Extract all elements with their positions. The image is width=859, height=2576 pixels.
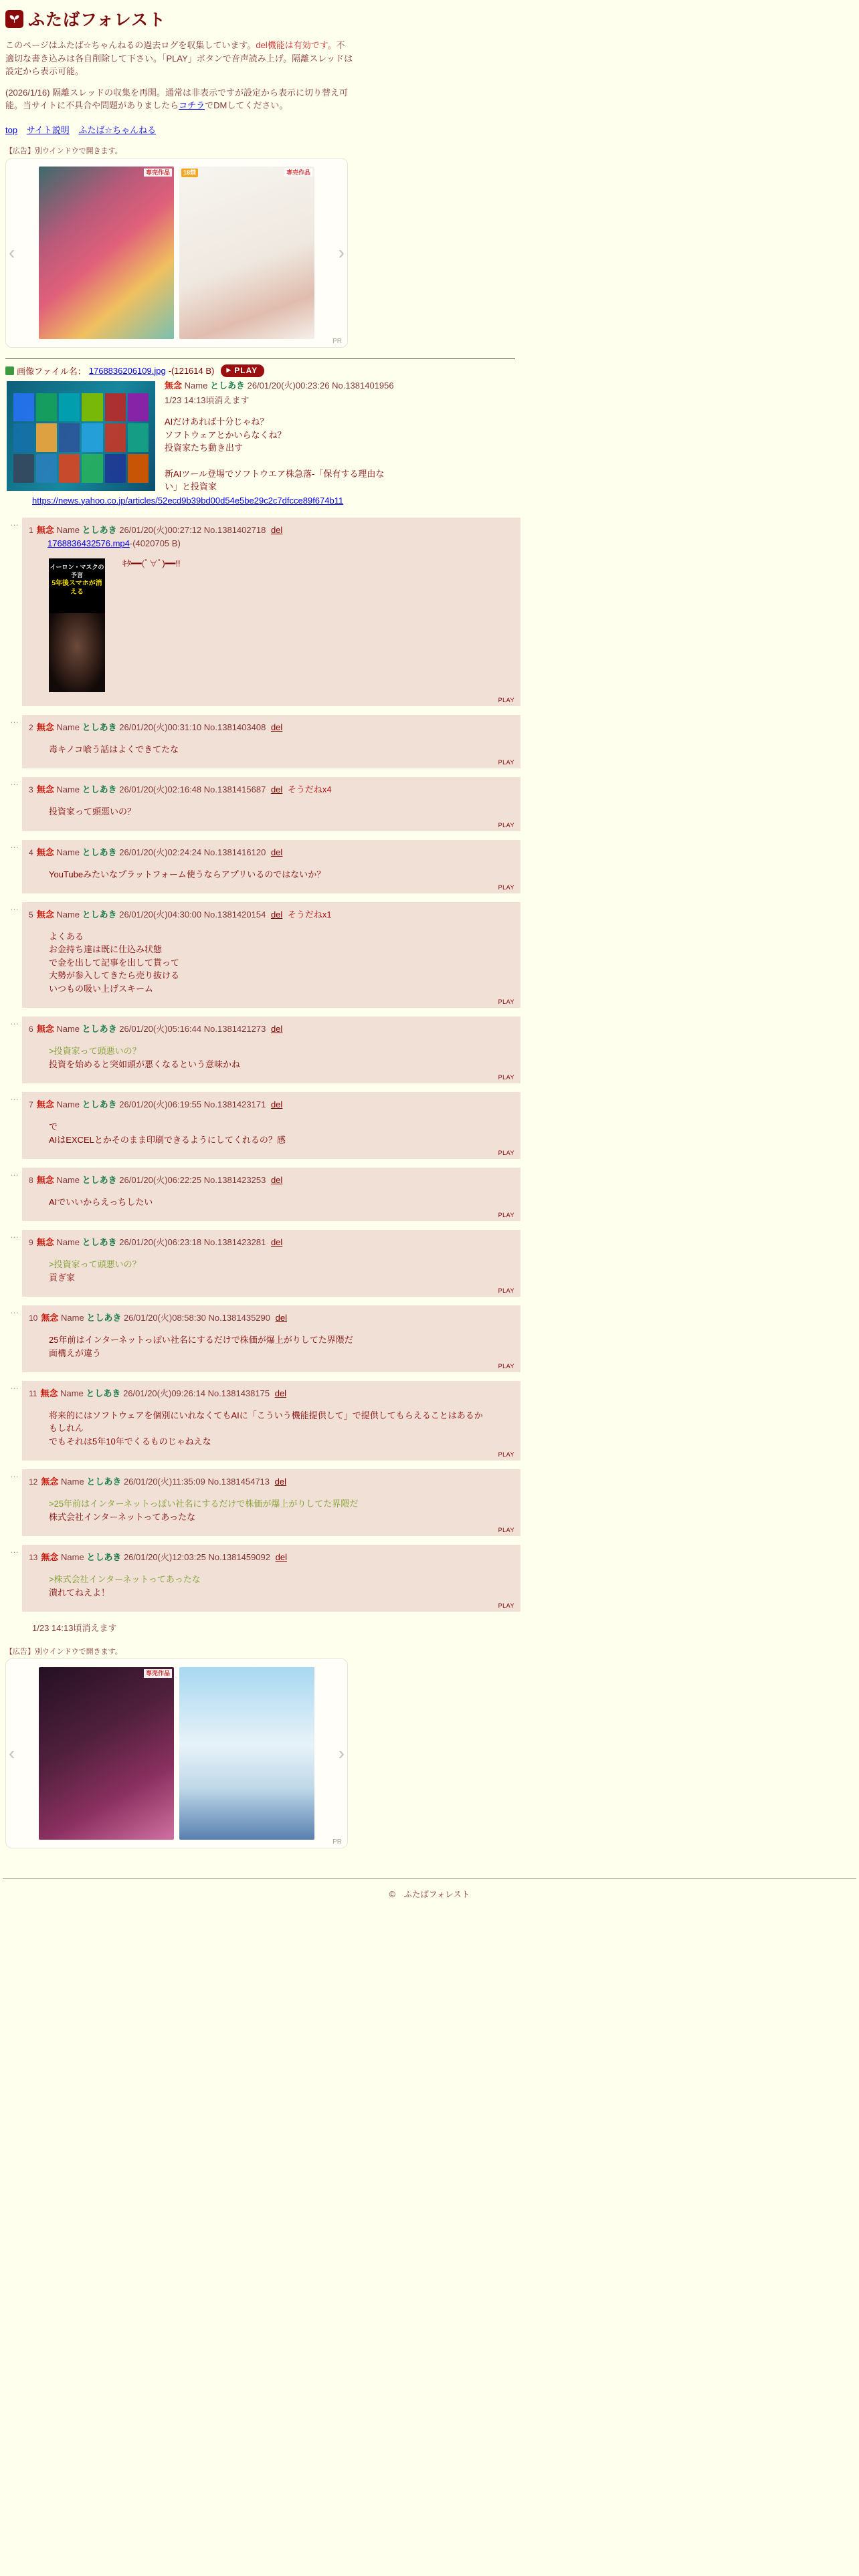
- post-datetime: 26/01/20(火)06:19:55: [119, 1099, 202, 1110]
- post-datetime: 26/01/20(火)05:16:44: [119, 1024, 202, 1035]
- r18-badge: 18禁: [181, 169, 198, 178]
- intro-paragraph-1: [5, 39, 353, 78]
- reply-header: [29, 722, 512, 734]
- post-tag: 無念: [41, 1552, 59, 1563]
- reply-row: [10, 1381, 520, 1461]
- footer-copyright: © ふたばフォレスト: [389, 1890, 470, 1900]
- del-link[interactable]: del: [270, 909, 283, 920]
- post-datetime: 26/01/20(火)02:16:48: [119, 784, 202, 795]
- name-label: Name: [56, 784, 80, 795]
- reply-index: 10: [29, 1313, 38, 1323]
- reply-index: 9: [29, 1238, 33, 1248]
- post-datetime: 26/01/20(火)00:31:10: [119, 722, 202, 733]
- ad-image[interactable]: [179, 1667, 314, 1840]
- play-small-button[interactable]: PLAY: [498, 1602, 514, 1610]
- post-tag: 無念: [41, 1477, 59, 1487]
- divider: [3, 1878, 856, 1879]
- name-label: Name: [56, 1237, 80, 1248]
- reply-header: [29, 1388, 512, 1400]
- poster-name: としあき: [82, 784, 117, 795]
- body-line: で: [49, 1121, 58, 1132]
- poster-name: としあき: [82, 1175, 117, 1186]
- post-number: No.1381403408: [203, 722, 266, 733]
- intro-text: 不適切な書き込みは各自削除して下さい。「PLAY」ボタンで音声読み上げ。隔離スレッドは設定から表示可能。: [5, 40, 353, 76]
- poster-name: としあき: [82, 1237, 117, 1248]
- reply-row: [10, 1305, 520, 1372]
- reply-index: 3: [29, 785, 33, 795]
- post-number: No.1381415687: [203, 784, 266, 795]
- post-tag: 無念: [36, 1237, 54, 1248]
- body-line: YouTubeみたいなプラットフォーム使うならアプリいるのではないか？: [49, 869, 326, 879]
- body-line: AIはEXCELとかそのまま印刷できるようにしてくれるの？感: [49, 1134, 286, 1145]
- name-label: Name: [184, 380, 208, 391]
- reply-file-link[interactable]: 1768836432576.mp4: [47, 538, 130, 549]
- intro-text: でDMしてください。: [205, 100, 288, 110]
- play-small-button[interactable]: PLAY: [498, 1363, 514, 1370]
- file-link[interactable]: 1768836206109.jpg: [88, 365, 166, 376]
- ad-heading-bottom: 【広告】別ウインドウで開きます。: [5, 1648, 122, 1656]
- poster-name: としあき: [82, 1024, 117, 1035]
- reply-header: [29, 1023, 512, 1036]
- ad-carousel-bottom: [5, 1658, 348, 1848]
- reply-row: [10, 1016, 520, 1083]
- body-line: ｷﾀ━━(ﾟ∀ﾟ)━━!!: [122, 558, 181, 569]
- quote-line: >25年前はインターネットっぽい社名にするだけで株価が爆上がりしてた界隈だ: [49, 1499, 359, 1509]
- post-menu-dots-icon[interactable]: …: [10, 839, 19, 850]
- reply-body: [49, 1045, 490, 1071]
- post-tag: 無念: [36, 1099, 54, 1110]
- file-size: -(121614 B): [168, 365, 215, 376]
- post-menu-dots-icon[interactable]: …: [10, 777, 19, 788]
- top-nav: [5, 123, 854, 136]
- post-menu-dots-icon[interactable]: …: [10, 1168, 19, 1178]
- post-number: No.1381421273: [203, 1024, 266, 1035]
- name-label: Name: [56, 1099, 80, 1110]
- post-datetime: 26/01/20(火)04:30:00: [119, 909, 202, 920]
- nav-site-description-link[interactable]: サイト説明: [26, 124, 70, 135]
- name-label: Name: [60, 1388, 84, 1399]
- post-number: No.1381416120: [203, 847, 266, 857]
- del-link[interactable]: del: [270, 847, 283, 857]
- reply-index: 2: [29, 723, 33, 733]
- post-tag: 無念: [36, 525, 54, 536]
- play-small-button[interactable]: PLAY: [498, 998, 514, 1006]
- ad-image[interactable]: [179, 167, 314, 339]
- reply-index: 5: [29, 910, 33, 920]
- carousel-next-arrow-icon[interactable]: ›: [338, 241, 345, 263]
- reply-body: [49, 1333, 490, 1360]
- reply-file-size: -(4020705 B): [129, 538, 181, 549]
- exclusive-badge: 専売作品: [144, 169, 172, 177]
- post-tag: 無念: [36, 784, 54, 795]
- op-article-link[interactable]: https://news.yahoo.co.jp/articles/52ecd9b39bd00d54e5be29c2c7dfcce89f674b11: [32, 495, 344, 506]
- poster-name: としあき: [82, 847, 117, 857]
- del-link[interactable]: del: [270, 1175, 283, 1186]
- reply-row: [10, 839, 520, 893]
- name-label: Name: [61, 1313, 84, 1323]
- reply-header: [29, 1174, 512, 1187]
- poster-name: としあき: [82, 525, 117, 536]
- nav-futaba-channel-link[interactable]: ふたば☆ちゃんねる: [78, 124, 157, 135]
- reply-header: [29, 784, 512, 796]
- reply-row: [10, 518, 520, 706]
- reply-row: [10, 1469, 520, 1536]
- post-tag: 無念: [36, 909, 54, 920]
- reply-post: [22, 1305, 520, 1372]
- reply-post: [22, 840, 520, 893]
- play-small-button[interactable]: PLAY: [498, 821, 514, 829]
- reply-row: [10, 902, 520, 1008]
- body-line: 大勢が参入してきたら売り抜ける: [49, 970, 180, 981]
- intro-text: (2026/1/16) 隔離スレッドの収集を再開。通常は非表示ですが設定から表示に切り替え可能。当サイトに不具合や問題がありましたら: [5, 87, 348, 110]
- post-number: No.1381435290: [208, 1313, 270, 1323]
- reply-row: [10, 715, 520, 768]
- poster-name: としあき: [86, 1477, 122, 1487]
- thread-expire-note: 1/23 14:13頃消えます: [32, 1623, 117, 1634]
- reply-index: 13: [29, 1553, 38, 1563]
- reply-header: [29, 1312, 512, 1325]
- reply-body: [49, 1573, 490, 1599]
- reply-index: 4: [29, 847, 33, 857]
- body-line: ソフトウェアとかいらなくね？: [165, 429, 286, 440]
- post-datetime: 26/01/20(火)08:58:30: [123, 1313, 206, 1323]
- post-tag: 無念: [36, 1024, 54, 1035]
- body-line: AIでいいからえっちしたい: [49, 1196, 153, 1207]
- name-label: Name: [56, 909, 80, 920]
- del-link[interactable]: del: [270, 525, 283, 536]
- post-datetime: 26/01/20(火)09:26:14: [123, 1388, 205, 1399]
- reply-body: [49, 1409, 490, 1448]
- del-link[interactable]: del: [270, 1237, 283, 1248]
- futaba-leaf-icon: [5, 10, 23, 28]
- post-tag: 無念: [36, 722, 54, 733]
- name-label: Name: [56, 847, 80, 857]
- del-link[interactable]: del: [274, 1388, 287, 1399]
- quote-line: >投資家って頭悪いの？: [49, 1259, 141, 1270]
- reply-body: [49, 1258, 490, 1284]
- nav-top-link[interactable]: top: [5, 124, 18, 135]
- thumbnail-caption: 5年後スマホが消える: [52, 580, 102, 597]
- pr-label: PR: [332, 337, 342, 345]
- reply-post: [22, 1092, 520, 1159]
- op-post: [5, 380, 854, 508]
- poster-name: としあき: [86, 1313, 122, 1323]
- reply-row: [10, 1168, 520, 1221]
- poster-name: としあき: [86, 1552, 122, 1563]
- reply-header: [29, 847, 512, 859]
- reply-post: [22, 902, 520, 1008]
- body-line: AIだけあれば十分じゃね？: [165, 417, 269, 427]
- reply-body: [49, 1196, 490, 1209]
- post-tag: 無念: [40, 1388, 58, 1399]
- del-link[interactable]: del: [270, 722, 283, 733]
- reply-index: 8: [29, 1176, 33, 1186]
- post-menu-dots-icon[interactable]: …: [10, 1016, 19, 1027]
- body-line: 株式会社インターネットってあったな: [49, 1511, 196, 1522]
- reply-body: [49, 930, 490, 996]
- post-datetime: 26/01/20(火)06:23:18: [119, 1237, 202, 1248]
- poster-name: としあき: [86, 1388, 121, 1399]
- reply-body: [49, 868, 490, 881]
- poster-name: としあき: [209, 380, 245, 391]
- post-number: No.1381438175: [207, 1388, 270, 1399]
- thumbnail-caption: イーロン・マスクの予言: [50, 564, 104, 578]
- body-line: いつもの吸い上げスキーム: [49, 983, 154, 994]
- play-small-button[interactable]: PLAY: [498, 697, 514, 704]
- reply-index: 1: [29, 526, 33, 536]
- post-datetime: 26/01/20(火)02:24:24: [119, 847, 202, 857]
- name-label: Name: [56, 1024, 80, 1035]
- post-number: No.1381423171: [203, 1099, 266, 1110]
- site-header: [5, 7, 854, 31]
- ad-image[interactable]: [39, 1667, 174, 1840]
- reply-header: [29, 1237, 512, 1249]
- expire-note: 1/23 14:13頃消えます: [165, 395, 250, 406]
- body-line: 投資家たち動き出す: [165, 443, 244, 453]
- reply-row: [10, 1230, 520, 1297]
- divider: [5, 358, 515, 359]
- play-small-button[interactable]: PLAY: [498, 1527, 514, 1534]
- post-menu-dots-icon[interactable]: …: [10, 1381, 19, 1392]
- post-datetime: 26/01/20(火)11:35:09: [123, 1477, 205, 1487]
- del-link[interactable]: del: [275, 1313, 287, 1323]
- play-small-button[interactable]: PLAY: [498, 1074, 514, 1081]
- op-thumbnail-image[interactable]: [7, 381, 155, 491]
- body-line: 潰れてねえよ！: [49, 1587, 110, 1598]
- poster-name: としあき: [82, 722, 117, 733]
- reply-header: [29, 1099, 512, 1111]
- reply-post: [22, 715, 520, 768]
- body-line: 投資家って頭悪いの？: [49, 807, 136, 817]
- exclusive-badge: 専売作品: [284, 169, 312, 177]
- contact-dm-link[interactable]: コチラ: [179, 100, 205, 110]
- post-number: No.1381454713: [207, 1477, 270, 1487]
- body-line: 面構えが違う: [49, 1348, 102, 1358]
- post-datetime: 26/01/20(火)06:22:25: [119, 1175, 202, 1186]
- body-line: でもそれは5年10年でくるものじゃねえな: [49, 1436, 211, 1446]
- ad-carousel-top: [5, 158, 348, 348]
- play-small-button[interactable]: PLAY: [498, 1287, 514, 1295]
- post-number: No.1381423253: [203, 1175, 266, 1186]
- reply-post: [22, 777, 520, 831]
- reply-index: 12: [29, 1477, 38, 1487]
- name-label: Name: [56, 1175, 80, 1186]
- reply-post: [22, 1381, 520, 1461]
- play-small-button[interactable]: PLAY: [498, 1150, 514, 1157]
- reply-body: [49, 743, 490, 756]
- post-number: No.1381459092: [208, 1552, 270, 1563]
- play-button[interactable]: [221, 364, 264, 377]
- reply-post: [22, 518, 520, 706]
- del-link[interactable]: del: [270, 1024, 283, 1035]
- reply-header: [29, 524, 512, 537]
- poster-name: としあき: [82, 1099, 117, 1110]
- reply-list: [10, 518, 520, 1612]
- post-number: No.1381423281: [203, 1237, 266, 1248]
- reply-row: [10, 1092, 520, 1159]
- post-menu-dots-icon[interactable]: …: [10, 1230, 19, 1241]
- del-link[interactable]: del: [274, 1477, 286, 1487]
- reply-index: 7: [29, 1100, 33, 1110]
- body-line: よくある: [49, 931, 84, 942]
- play-small-button[interactable]: PLAY: [498, 1212, 514, 1219]
- pr-label: PR: [332, 1838, 342, 1846]
- post-menu-dots-icon[interactable]: …: [10, 1092, 19, 1103]
- post-datetime: 26/01/20(火)00:27:12: [119, 525, 202, 536]
- post-tag: 無念: [36, 847, 54, 857]
- post-tag: 無念: [165, 380, 183, 391]
- post-tag: 無念: [36, 1175, 54, 1186]
- post-tag: 無念: [41, 1313, 59, 1323]
- del-enabled-note: del機能は有効です。: [256, 40, 337, 50]
- reply-header: [29, 909, 512, 922]
- reply-file-line: [47, 538, 512, 548]
- reply-header: [29, 1551, 512, 1564]
- reply-body: [49, 1120, 490, 1146]
- poster-name: としあき: [82, 909, 117, 920]
- reply-index: 11: [29, 1389, 37, 1399]
- post-menu-dots-icon[interactable]: …: [10, 518, 19, 528]
- body-line: で金を出して記事を出して貰って: [49, 957, 180, 968]
- file-label: 画像ファイル名：: [17, 366, 86, 377]
- del-link[interactable]: del: [270, 784, 283, 795]
- play-small-button[interactable]: PLAY: [498, 1451, 514, 1459]
- play-button-label: PLAY: [234, 365, 258, 375]
- quote-line: >投資家って頭悪いの？: [49, 1046, 141, 1057]
- reply-header: [29, 1476, 512, 1489]
- quote-line: >株式会社インターネットってあったな: [49, 1574, 201, 1585]
- thread-file-line: [5, 364, 854, 377]
- thumbnail-image-area: [49, 613, 105, 692]
- del-link[interactable]: del: [270, 1099, 283, 1110]
- reply-body: [49, 1497, 490, 1523]
- post-menu-dots-icon[interactable]: …: [10, 715, 19, 726]
- exclusive-badge: 専売作品: [144, 1669, 172, 1678]
- reply-row: [10, 777, 520, 831]
- soudane-count: そうだねx4: [287, 784, 332, 795]
- intro-paragraph-2: [5, 86, 353, 112]
- reply-post: [22, 1168, 520, 1221]
- post-menu-dots-icon[interactable]: …: [10, 1545, 19, 1555]
- name-label: Name: [56, 525, 80, 536]
- site-title: ふたばフォレスト: [28, 11, 167, 29]
- name-label: Name: [56, 722, 80, 733]
- name-label: Name: [61, 1552, 84, 1563]
- ad-heading-top: 【広告】別ウインドウで開きます。: [5, 146, 122, 155]
- name-label: Name: [61, 1477, 84, 1487]
- play-small-button[interactable]: PLAY: [498, 884, 514, 891]
- reply-post: [22, 1545, 520, 1612]
- reply-post: [22, 1230, 520, 1297]
- body-line: 将来的にはソフトウェアを個別にいれなくてもAIに「こういう機能提供して」で提供してもらえることはあるかもしれん: [49, 1410, 483, 1434]
- body-line: お金持ち達は既に仕込み状態: [49, 944, 163, 955]
- del-link[interactable]: del: [275, 1552, 287, 1563]
- reply-body: [49, 805, 490, 819]
- body-line: 貢ぎ家: [49, 1272, 76, 1283]
- intro-text: このページはふたば☆ちゃんねるの過去ログを収集しています。: [5, 40, 256, 50]
- post-number: No.1381402718: [203, 525, 266, 536]
- reply-index: 6: [29, 1025, 33, 1035]
- reply-post: [22, 1469, 520, 1536]
- post-number: No.1381420154: [203, 909, 266, 920]
- reply-body: [49, 557, 490, 597]
- body-line: 25年前はインターネットっぽい社名にするだけで株価が爆上がりしてた界隈だ: [49, 1335, 353, 1346]
- soudane-count: そうだねx1: [287, 909, 332, 920]
- post-datetime: 26/01/20(火)12:03:25: [123, 1552, 206, 1563]
- play-icon: ▶: [226, 366, 232, 373]
- post-number: No.1381401956: [332, 380, 394, 391]
- carousel-prev-arrow-icon[interactable]: ‹: [9, 1743, 15, 1764]
- body-line: 新AIツール登場でソフトウエア株急落-「保有する理由ない」と投資家: [165, 468, 385, 492]
- post-menu-dots-icon[interactable]: …: [10, 1469, 19, 1480]
- video-thumbnail[interactable]: [49, 558, 105, 692]
- play-small-button[interactable]: PLAY: [498, 759, 514, 766]
- board-icon[interactable]: [5, 366, 14, 375]
- reply-post: [22, 1016, 520, 1083]
- body-line: 毒キノコ喰う話はよくできてたな: [49, 744, 179, 754]
- ad-image[interactable]: [39, 167, 174, 339]
- carousel-prev-arrow-icon[interactable]: ‹: [9, 241, 15, 263]
- body-line: 投資を始めると突如頭が悪くなるという意味かね: [49, 1059, 241, 1069]
- post-menu-dots-icon[interactable]: …: [10, 1305, 19, 1316]
- reply-row: [10, 1545, 520, 1612]
- carousel-next-arrow-icon[interactable]: ›: [338, 1743, 345, 1764]
- post-menu-dots-icon[interactable]: …: [10, 902, 19, 913]
- post-datetime: 26/01/20(火)00:23:26: [247, 380, 330, 391]
